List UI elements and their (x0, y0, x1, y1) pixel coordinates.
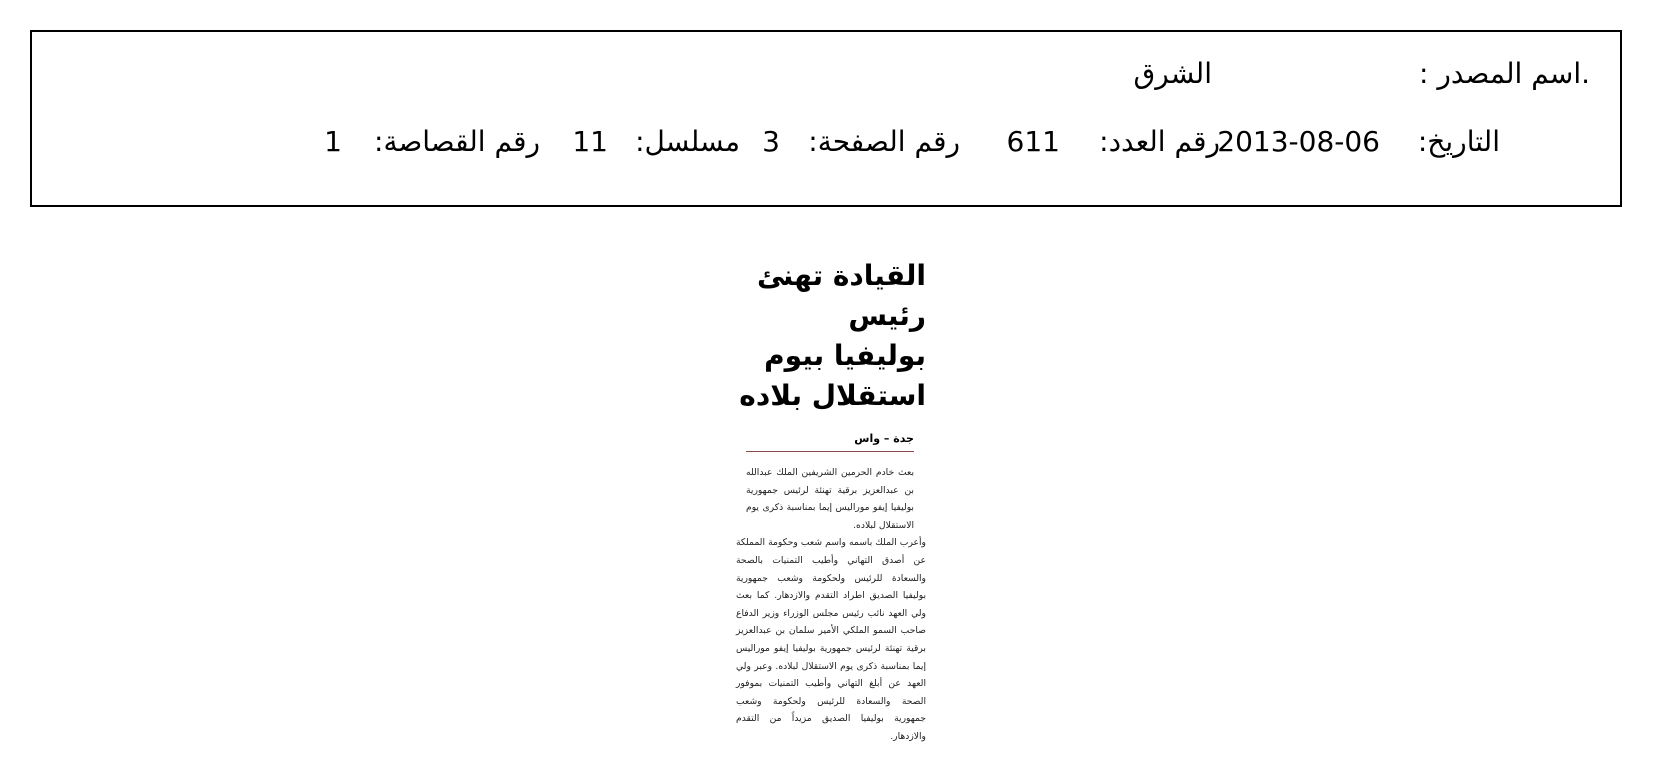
issue-label: رقم العدد: (1099, 125, 1220, 158)
article-paragraph: وأعرب الملك باسمه واسم شعب وحكومة المملكة عن أصدق التهاني وأطيب التمنيات بالصحة والسعادة للرئيس ولحكومة وشعب جمهورية بوليفيا الصديق اطراد التقدم والازدهار. كما بعث ولي العهد نائب رئيس مجلس الوزراء وزير الدفاع صاحب السمو الملكي الأمير سلمان بن عبدالعزيز برقية تهنئة لرئيس جمهورية بوليفيا إيفو موراليس إيما بمناسبة ذكرى يوم الاستقلال لبلاده. وعبر ولي العهد عن أبلغ التهاني وأطيب التمنيات بموفور الصحة والسعادة للرئيس ولحكومة وشعب جمهورية بوليفيا الصديق مزيداً من التقدم والازدهار. (736, 537, 926, 742)
serial-label: مسلسل: (635, 125, 740, 158)
date-label: التاريخ: (1417, 125, 1500, 158)
issue-value: 611 (1006, 125, 1060, 158)
source-value: الشرق (1133, 57, 1212, 90)
page-value: 3 (762, 125, 780, 158)
article-paragraph: بعث خادم الحرمين الشريفين الملك عبدالله بن عبدالعزيز برقية تهنئة لرئيس جمهورية بوليفيا إيفو موراليس إيما بمناسبة ذكرى يوم الاستقلال لبلاده. (746, 467, 914, 531)
article-headline (728, 256, 926, 416)
date-value: 2013-08-06 (1217, 125, 1380, 158)
clip-label: رقم القصاصة: (374, 125, 540, 158)
headline-line: استقلال بلاده (739, 379, 926, 412)
source-label: .اسم المصدر : (1418, 57, 1590, 90)
headline-line: القيادة تهنئ رئيس (757, 259, 926, 332)
serial-value: 11 (572, 125, 608, 158)
article-byline: جدة – واس (746, 432, 914, 452)
page-label: رقم الصفحة: (808, 125, 960, 158)
newspaper-clipping (728, 256, 926, 756)
headline-line: بوليفيا بيوم (764, 339, 926, 372)
source-metadata-box (30, 30, 1622, 207)
clip-value: 1 (324, 125, 342, 158)
